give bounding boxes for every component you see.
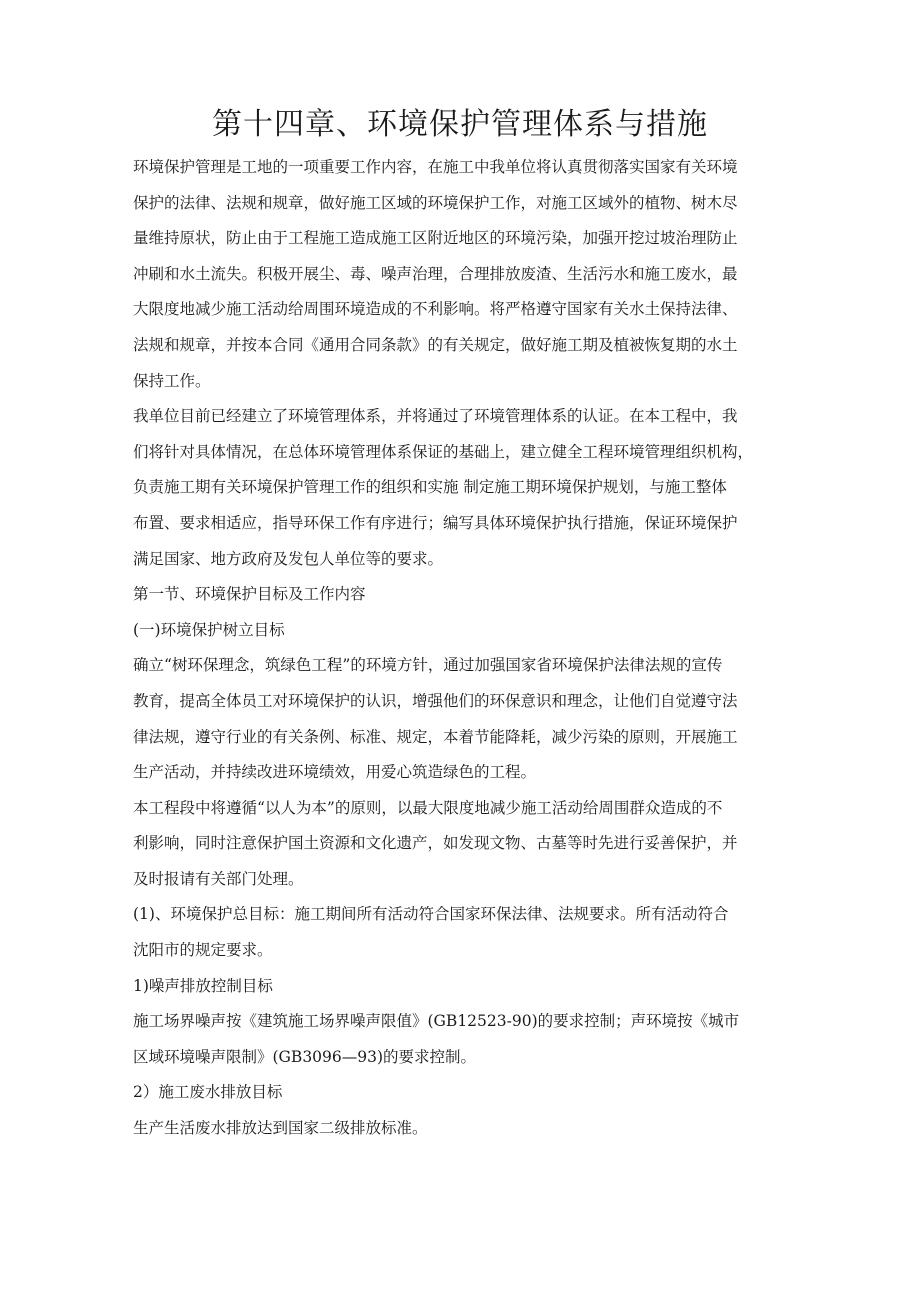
paragraph-people-oriented [133, 791, 793, 898]
text-line: (1)、环境保护总目标：施工期间所有活动符合国家环保法律、法规要求。所有活动符合 [133, 905, 729, 924]
text-line: 量维持原状，防止由于工程施工造成施工区附近地区的环境污染，加强开挖过坡治理防止 [133, 229, 738, 248]
text-line: 法规和规章，并按本合同《通用合同条款》的有关规定，做好施工期及植被恢复期的水土 [133, 335, 738, 354]
text-line: 布置、要求相适应，指导环保工作有序进行；编写具体环境保护执行措施，保证环境保护 [133, 513, 738, 532]
paragraph-environment-policy [133, 648, 793, 790]
subsection-heading [133, 613, 793, 649]
text-line: 2）施工废水排放目标 [133, 1083, 283, 1102]
chapter-title: 第十四章、环境保护管理体系与措施 [212, 107, 708, 142]
text-line: 教育，提高全体员工对环境保护的认识，增强他们的环保意识和理念，让他们自觉遵守法 [133, 691, 738, 710]
text-line: 我单位目前已经建立了环境管理体系，并将通过了环境管理体系的认证。在本工程中，我 [133, 407, 738, 426]
text-line: 律法规，遵守行业的有关条例、标准、规定，本着节能降耗，减少污染的原则，开展施工 [133, 727, 738, 746]
text-line: 及时报请有关部门处理。 [133, 869, 304, 888]
text-line: 沈阳市的规定要求。 [133, 941, 273, 960]
text-line: 负责施工期有关环境保护管理工作的组织和实施 制定施工期环境保护规划，与施工整体 [133, 478, 727, 497]
text-line: 确立“树环保理念，筑绿色工程”的环境方针，通过加强国家省环境保护法律法规的宣传 [133, 656, 723, 675]
text-line: 保护的法律、法规和规章，做好施工区域的环境保护工作，对施工区域外的植物、树木尽 [133, 193, 738, 212]
paragraph-intro [133, 150, 793, 399]
paragraph-overall-goal [133, 897, 793, 968]
wastewater-goal-heading [133, 1075, 793, 1111]
text-line: 大限度地减少施工活动给周围环境造成的不利影响。将严格遵守国家有关水土保持法律、 [133, 300, 738, 319]
text-line: 保持工作。 [133, 371, 211, 390]
text-line: 满足国家、地方政府及发包人单位等的要求。 [133, 549, 444, 568]
text-line: 1)噪声排放控制目标 [133, 976, 273, 995]
paragraph-noise-standard [133, 1004, 793, 1075]
paragraph-wastewater-standard [133, 1111, 793, 1147]
text-line: (一)环境保护树立目标 [133, 620, 285, 639]
text-line: 区域环境噪声限制》(GB3096—93)的要求控制。 [133, 1047, 477, 1066]
text-line: 冲刷和水土流失。积极开展尘、毒、噪声治理，合理排放废渣、生活污水和施工废水，最 [133, 264, 738, 283]
text-line: 生产活动，并持续改进环境绩效，用爱心筑造绿色的工程。 [133, 763, 537, 782]
text-line: 施工场界噪声按《建筑施工场界噪声限值》(GB12523-90)的要求控制；声环境按《城市 [133, 1012, 740, 1031]
paragraph-management-system [133, 399, 793, 577]
text-line: 本工程段中将遵循“以人为本”的原则，以最大限度地减少施工活动给周围群众造成的不 [133, 798, 723, 817]
text-line: 们将针对具体情况，在总体环境管理体系保证的基础上，建立健全工程环境管理组织机构， [133, 442, 754, 461]
text-line: 利影响，同时注意保护国土资源和文化遗产，如发现文物、古墓等时先进行妥善保护，并 [133, 834, 738, 853]
text-line: 生产生活废水排放达到国家二级排放标准。 [133, 1119, 428, 1138]
document-body [133, 150, 793, 1147]
section-heading [133, 577, 793, 613]
noise-goal-heading [133, 969, 793, 1005]
text-line: 环境保护管理是工地的一项重要工作内容，在施工中我单位将认真贯彻落实国家有关环境 [133, 158, 738, 176]
text-line: 第一节、环境保护目标及工作内容 [133, 585, 366, 604]
